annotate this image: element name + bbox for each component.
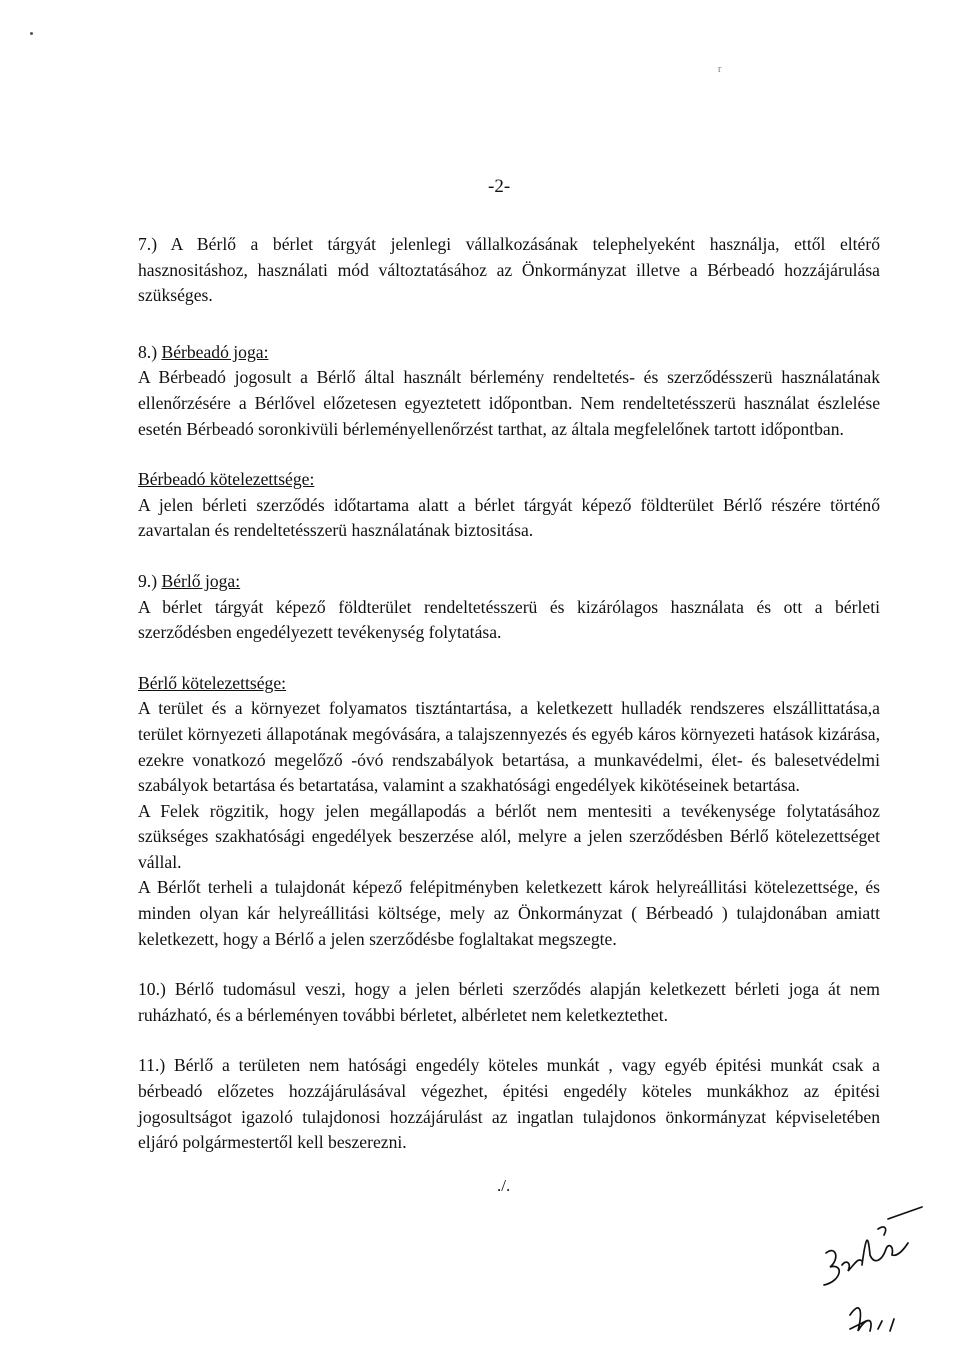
section-8-heading-line (138, 340, 880, 366)
handwritten-signature (818, 1205, 938, 1355)
section-7: 7.) A Bérlő a bérlet tárgyát jelenlegi vállalkozásának telephelyeként használja, ettől eltérő hasznositáshoz, használati mód változtatásához az Önkormányzat illetve a Bérbeadó hozzájárulása szükséges. (138, 234, 880, 306)
section-8-number: 8.) (138, 341, 158, 362)
corner-mark: r (718, 64, 722, 75)
lessee-obligation-paragraph-1: A terület és a környezet folyamatos tisztántartása, a keletkezett hulladék rendszeres elszállittatása,a terület környezeti állapotának megóvására, a talajszennyezés és egyéb káros környezeti hatások kizárása, ezekre vonatkozó megelőző -óvó rendszabályok betartása, a munkavédelmi, élet- és balesetvédelmi szabályok betartása és betartatása, valamint a szakhatósági engedélyek kikötéseinek betartása. (138, 698, 880, 796)
scan-speck (30, 32, 33, 35)
section-11: 11.) Bérlő a területen nem hatósági engedély köteles munkát , vagy egyéb épitési munkát csak a bérbeadó előzetes hozzájárulásával végezhet, épitési engedély köteles munkákhoz az épitési jogosultságot igazoló tulajdonosi hozzájárulást az ingatlan tulajdonos önkormányzat képviseletében eljáró polgármestertől kell beszerezni. (138, 1055, 880, 1153)
section-9-number: 9.) (138, 570, 158, 591)
lessee-obligation-heading: Bérlő kötelezettsége: (138, 672, 287, 693)
section-9-heading: Bérlő joga: (161, 570, 241, 591)
continuation-mark: ./. (497, 1176, 511, 1195)
section-8-heading: Bérbeadó joga: (161, 341, 269, 362)
section-10: 10.) Bérlő tudomásul veszi, hogy a jelen bérleti szerződés alapján keletkezett bérleti joga át nem ruházható, és a bérleményen további bérletet, albérletet nem keletkeztethet. (138, 979, 880, 1025)
section-9-heading-line (138, 569, 880, 595)
page-number: -2- (488, 176, 511, 197)
document-body (138, 232, 880, 1156)
section-9-text: A bérlet tárgyát képező földterület rendeltetésszerü és kizárólagos használata és ott a bérleti szerződésben engedélyezett tevékenység folytatása. (138, 596, 880, 643)
lessee-obligation-paragraph-3: A Bérlőt terheli a tulajdonát képező felépitményben keletkezett károk helyreállitási kötelezettsége, és minden olyan kár helyreállitási költsége, mely az Önkormányzat ( Bérbeadó ) tulajdonában amiatt keletkezett, hogy a Bérlő a jelen szerződésbe foglaltakat megszegte. (138, 877, 880, 949)
lessor-obligation-text: A jelen bérleti szerződés időtartama alatt a bérlet tárgyát képező földterület Bérlő részére történő zavartalan és rendeltetésszerü használatának biztositása. (138, 494, 880, 541)
lessor-obligation-heading: Bérbeadó kötelezettsége: (138, 469, 315, 490)
lessee-obligation-paragraph-2: A Felek rögzitik, hogy jelen megállapodás a bérlőt nem mentesiti a tevékenysége folytatásához szükséges szakhatósági engedélyek beszerzése alól, melyre a jelen szerződésben Bérlő kötelezettséget vállal. (138, 800, 880, 872)
section-8-text: A Bérbeadó jogosult a Bérlő által használt bérlemény rendeltetés- és szerződésszerü használatának ellenőrzésére a Bérlővel előzetesen egyeztetett időpontban. Nem rendeltetésszerü használat észlelése esetén Bérbeadó soronkivüli bérleményellenőrzést tarthat, az általa megfelelőnek tartott időpontban. (138, 367, 880, 439)
